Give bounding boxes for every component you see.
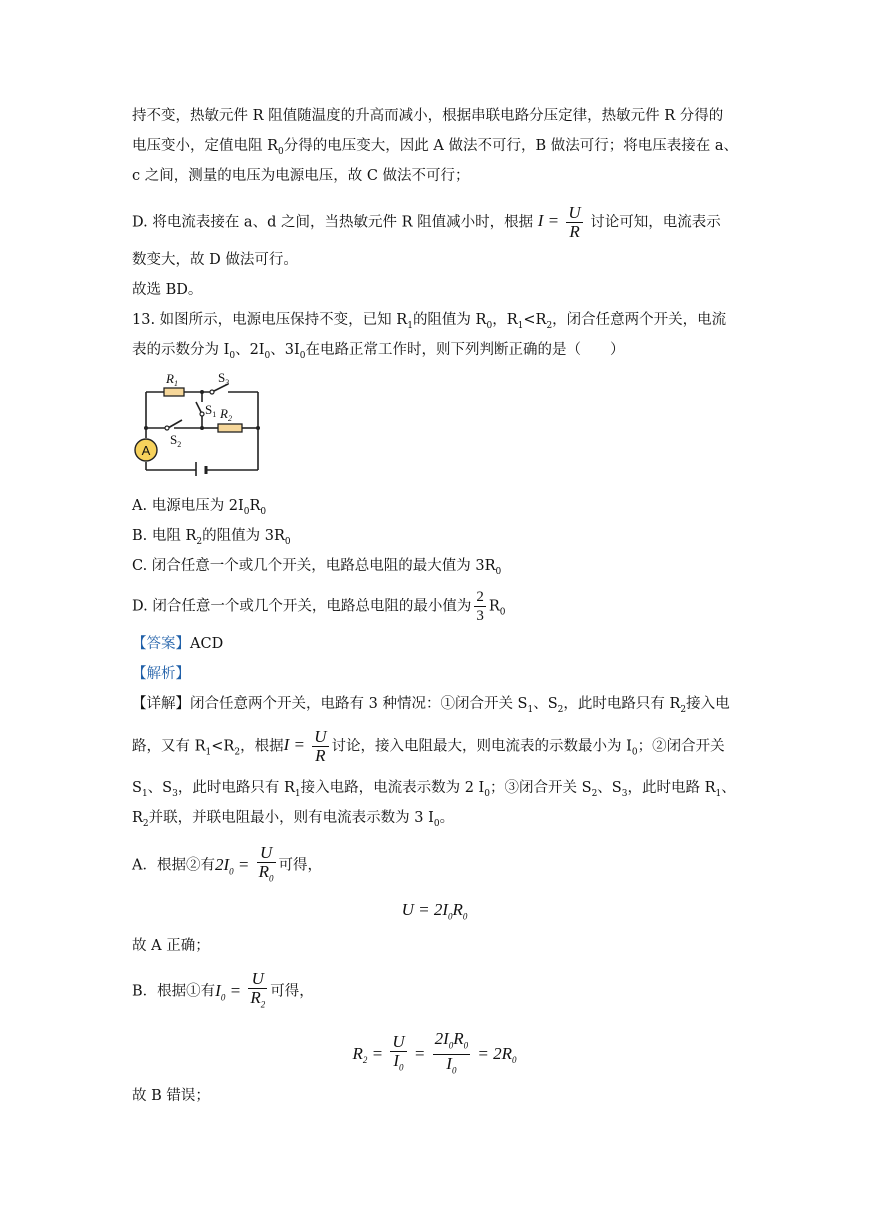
ammeter-label: A bbox=[141, 443, 151, 458]
svg-text:S3: $S_3$ bbox=[218, 370, 230, 387]
svg-text:S2: $S_2$ bbox=[170, 432, 182, 449]
switch-s1-contact bbox=[200, 412, 204, 416]
option-c: C. 闭合任意一个或几个开关，电路总电阻的最大值为 $3R_0$ bbox=[132, 558, 502, 577]
svg-text:S1: $S_1$ bbox=[205, 402, 217, 419]
text-line: 电压变小，定值电阻 $R_0$分得的电压变大，因此 A 做法不可行，B 做法可行；将电压表接在 a、 bbox=[132, 138, 738, 157]
label-s3: S bbox=[218, 370, 226, 385]
junction-dot bbox=[200, 390, 204, 394]
label-r2: R bbox=[220, 406, 228, 421]
text-line: 数变大，故 D 做法可行。 bbox=[132, 252, 298, 268]
answer-line bbox=[132, 634, 223, 654]
text-line: D. 将电流表接在 a、d 之间，当热敏元件 R 阻值减小时，根据 I = $\frac{U}{R}$ 讨论可知，电流表示 bbox=[132, 203, 721, 241]
label-r1: R bbox=[166, 371, 174, 386]
circuit-diagram bbox=[132, 366, 262, 476]
question-13-line: 表的示数分为 $I_0$、$2I_0$、$3I_0$在电路正常工作时，则下列判断正确的是（ ） bbox=[132, 342, 625, 361]
part-a-line: A．根据②有$2I_0$ = $\frac{U}{R_0}$ 可得， bbox=[132, 843, 323, 884]
part-a-conclusion: 故 A 正确； bbox=[132, 938, 210, 954]
text-line: c 之间，测量的电压为电源电压，故 C 做法不可行； bbox=[132, 168, 470, 184]
option-d: D. 闭合任意一个或几个开关，电路总电阻的最小值为 $\frac{2}{3}$ $R_0$ bbox=[132, 589, 506, 624]
formula-r2-equals: $R_2$ = $\frac{U}{I_0}$ = $\frac{2I_0R_0}{I_0}$ = $2R_0$ bbox=[352, 1029, 517, 1076]
label-s1: S bbox=[205, 402, 213, 417]
analysis-tag: 【解析】 bbox=[132, 666, 190, 682]
formula-ohm: I = $\frac{U}{R}$ bbox=[537, 203, 581, 241]
detail-line: 路，又有 $R_1<R_2$，根据I = $\frac{U}{R}$ 讨论，接入电阻最大，则电流表的示数最小为 $I_0$；②闭合开关 bbox=[132, 727, 725, 765]
part-b-line: B．根据①有$I_0$ = $\frac{U}{R_2}$ 可得， bbox=[132, 969, 314, 1010]
switch-s3-contact bbox=[210, 390, 214, 394]
option-b: B. 电阻 $R_2$的阻值为 $3R_0$ bbox=[132, 528, 291, 547]
resistor-r1 bbox=[164, 388, 184, 396]
svg-text:R1: $R_1$ bbox=[166, 371, 178, 388]
svg-text:R2: $R_2$ bbox=[220, 406, 232, 423]
question-13-line: 13. 如图所示，电源电压保持不变，已知 $R_1$的阻值为 $R_0$，$R_1<R_2$，闭合任意两个开关，电流 bbox=[132, 312, 727, 331]
label-s2: S bbox=[170, 432, 178, 447]
answer-tag: 【答案】 bbox=[132, 636, 190, 652]
text-line: 故选 BD。 bbox=[132, 282, 203, 298]
part-b-conclusion: 故 B 错误； bbox=[132, 1088, 210, 1104]
answer-value: ACD bbox=[190, 636, 224, 652]
formula-u-equals: $U = 2I_0R_0$ bbox=[401, 900, 468, 922]
junction-dot bbox=[256, 426, 260, 430]
resistor-r2 bbox=[218, 424, 242, 432]
detail-line: 【详解】闭合任意两个开关，电路有 3 种情况：①闭合开关 $S_1$、$S_2$，此时电路只有 $R_2$接入电 bbox=[132, 696, 730, 715]
junction-dot bbox=[144, 426, 148, 430]
text-line: 持不变，热敏元件 R 阻值随温度的升高而减小，根据串联电路分压定律，热敏元件 R 分得的 bbox=[132, 108, 724, 124]
detail-line: $S_1$、$S_3$，此时电路只有 $R_1$接入电路，电流表示数为 2 $I_0$；③闭合开关 $S_2$、$S_3$，此时电路 $R_1$、 bbox=[132, 780, 736, 799]
junction-dot bbox=[200, 426, 204, 430]
detail-line: $R_2$并联，并联电阻最小，则有电流表示数为 3 $I_0$。 bbox=[132, 810, 455, 829]
switch-s2-contact bbox=[165, 426, 169, 430]
option-a: A. 电源电压为 $2I_0R_0$ bbox=[132, 498, 267, 517]
